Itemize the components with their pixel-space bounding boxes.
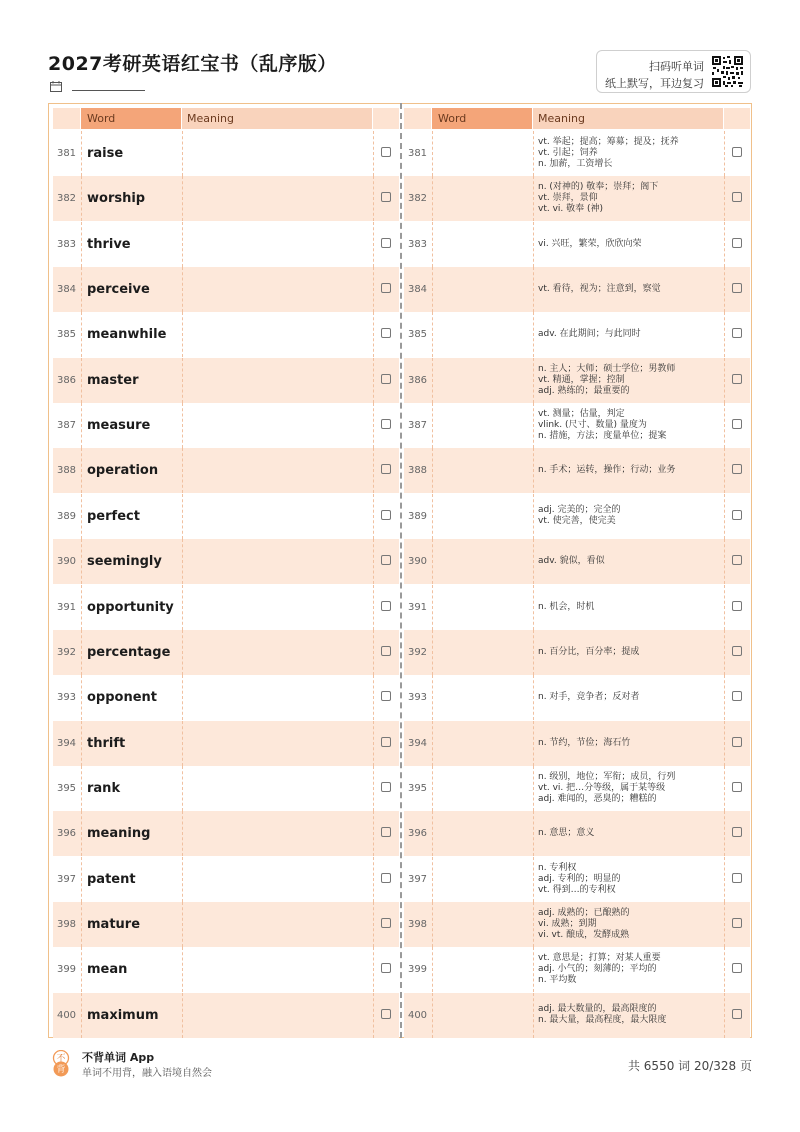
header-word: Word [432,108,532,129]
table-row [404,176,750,221]
word-text: mature [87,916,141,932]
meaning-blank[interactable] [187,176,375,221]
row-number: 391 [407,601,428,613]
word-text: patent [87,871,136,887]
fold-divider [400,103,402,1038]
table-row [404,721,750,766]
review-checkbox[interactable] [381,1009,391,1019]
meaning-text: n. 节约，节俭；海石竹 [538,737,631,748]
row-number: 389 [407,510,428,522]
row-number: 395 [407,782,428,794]
meaning-text: adj. 最大数量的，最高限度的 n. 最大量，最高程度，最大限度 [538,1004,667,1026]
row-number: 390 [56,556,77,568]
word-text: measure [87,418,151,434]
meaning-blank[interactable] [187,811,375,856]
table-row [53,630,399,675]
review-checkbox[interactable] [732,646,742,656]
calendar-icon [50,81,62,92]
table-row [404,539,750,584]
row-number: 386 [407,374,428,386]
word-text: opponent [87,690,158,706]
word-text: perceive [87,282,150,298]
meaning-text: n. 机会，时机 [538,601,595,612]
meaning-blank[interactable] [187,902,375,947]
review-checkbox[interactable] [381,555,391,565]
table-row [53,993,399,1038]
row-number: 395 [56,782,77,794]
meaning-blank[interactable] [187,358,375,403]
table-row [53,947,399,992]
row-number: 393 [407,692,428,704]
meaning-text: n. 手术；运转，操作；行动；业务 [538,465,676,476]
review-checkbox[interactable] [732,1009,742,1019]
review-checkbox[interactable] [381,827,391,837]
row-number: 392 [56,646,77,658]
table-row [53,358,399,403]
table-row [404,312,750,357]
row-number: 400 [56,1009,77,1021]
table-row [53,721,399,766]
row-number: 383 [56,238,77,250]
meaning-text: vi. 兴旺，繁荣，欣欣向荣 [538,238,642,249]
meaning-blank[interactable] [187,675,375,720]
review-checkbox[interactable] [381,374,391,384]
table-row [404,358,750,403]
review-checkbox[interactable] [381,510,391,520]
meaning-text: vt. 举起；提高；筹募；提及；抚养 vt. 引起；饲养 n. 加薪，工资增长 [538,137,679,169]
review-checkbox[interactable] [732,419,742,429]
meaning-blank[interactable] [187,947,375,992]
word-text: raise [87,146,124,161]
meaning-text: n. 级别，地位；军衔；成员，行列 vt. vi. 把…分等级，属于某等级 adj. 难闻的，恶臭的；糟糕的 [538,771,676,804]
review-checkbox[interactable] [732,827,742,837]
review-checkbox[interactable] [381,873,391,883]
meaning-text: n. 百分比，百分率；提成 [538,646,640,657]
row-number: 394 [56,737,77,749]
table-row [53,857,399,902]
review-checkbox[interactable] [381,419,391,429]
page-title: 2027考研英语红宝书（乱序版） [48,53,337,75]
meaning-text: n. 意思；意义 [538,828,595,839]
review-checkbox[interactable] [732,147,742,157]
svg-text:背: 背 [56,1065,66,1075]
table-row [53,222,399,267]
svg-text:不: 不 [56,1054,66,1064]
table-row [404,902,750,947]
row-number: 399 [56,964,77,976]
table-row [53,494,399,539]
meaning-blank[interactable] [187,267,375,312]
brand-tagline: 单词不用背，融入语境自然会 [82,1068,212,1079]
row-number: 382 [56,193,77,205]
review-checkbox[interactable] [381,646,391,656]
table-row [53,585,399,630]
row-number: 386 [56,374,77,386]
table-row [404,585,750,630]
word-text: thrift [87,735,126,751]
table-row [404,448,750,493]
review-checkbox[interactable] [381,464,391,474]
row-number: 388 [56,465,77,477]
meaning-text: n. (对神的) 敬奉；崇拜；阁下 vt. 崇拜，景仰 vt. vi. 敬奉 (神) [538,182,659,215]
row-number: 391 [56,601,77,613]
word-text: meanwhile [87,327,167,343]
row-number: 387 [407,420,428,432]
row-number: 384 [407,284,428,296]
row-number: 393 [56,692,77,704]
brand-name: 不背单词 App [82,1051,155,1064]
qr-subcaption: 纸上默写，耳边复习 [605,77,704,90]
row-number: 384 [56,284,77,296]
review-checkbox[interactable] [732,963,742,973]
row-number: 398 [56,918,77,930]
review-checkbox[interactable] [381,918,391,928]
review-checkbox[interactable] [732,555,742,565]
table-row [404,403,750,448]
qr-panel [596,50,751,93]
meaning-text: adj. 完美的；完全的 vt. 使完善，使完美 [538,505,621,527]
row-number: 389 [56,510,77,522]
review-checkbox[interactable] [732,238,742,248]
table-row [53,766,399,811]
table-row [53,176,399,221]
meaning-blank[interactable] [187,857,375,902]
meaning-text: vt. 看待，视为；注意到，察觉 [538,284,661,295]
table-row [404,630,750,675]
qr-caption: 扫码听单词 [649,60,704,73]
word-text: mean [87,962,128,978]
meaning-blank[interactable] [187,585,375,630]
word-text: seemingly [87,554,162,570]
page-info: 共 6550 词 20/328 页 [627,1059,752,1073]
table-row [404,811,750,856]
row-number: 382 [407,193,428,205]
word-text: master [87,372,139,388]
table-row [53,312,399,357]
meaning-blank[interactable] [187,222,375,267]
meaning-text: vt. 测量；估量，判定 vlink. (尺寸、数量) 量度为 n. 措施，方法；度量单位；提案 [538,409,667,442]
table-row [404,494,750,539]
table-row [404,675,750,720]
row-number: 396 [56,828,77,840]
table-row [53,448,399,493]
row-number: 397 [56,873,77,885]
word-text: opportunity [87,599,174,615]
table-row [53,811,399,856]
qr-code-icon[interactable] [711,55,744,88]
meaning-text: adv. 貌似，看似 [538,556,605,567]
review-checkbox[interactable] [381,238,391,248]
review-checkbox[interactable] [732,873,742,883]
row-number: 396 [407,828,428,840]
review-checkbox[interactable] [381,782,391,792]
review-checkbox[interactable] [732,601,742,611]
review-checkbox[interactable] [732,510,742,520]
review-checkbox[interactable] [732,192,742,202]
meaning-blank[interactable] [187,539,375,584]
table-row [404,947,750,992]
review-checkbox[interactable] [381,601,391,611]
row-number: 385 [407,329,428,341]
meaning-text: n. 专利权 adj. 专利的；明显的 vt. 得到…的专利权 [538,862,621,895]
review-checkbox[interactable] [732,464,742,474]
row-number: 400 [407,1009,428,1021]
table-row [53,902,399,947]
review-checkbox[interactable] [381,283,391,293]
word-text: percentage [87,644,171,660]
row-number: 381 [407,148,428,159]
meaning-blank[interactable] [187,766,375,811]
review-checkbox[interactable] [732,283,742,293]
word-text: worship [87,191,146,207]
table-row [404,267,750,312]
review-checkbox[interactable] [381,963,391,973]
row-number: 383 [407,238,428,250]
table-row [53,267,399,312]
review-checkbox[interactable] [732,918,742,928]
row-number: 387 [56,420,77,432]
row-number: 381 [56,148,77,159]
word-text: maximum [87,1007,159,1023]
header-meaning: Meaning [182,108,372,129]
word-text: rank [87,780,121,796]
meaning-blank[interactable] [187,494,375,539]
row-number: 385 [56,329,77,341]
review-checkbox[interactable] [381,328,391,338]
meaning-blank[interactable] [187,721,375,766]
table-row [404,993,750,1038]
row-number: 397 [407,873,428,885]
meaning-blank[interactable] [187,448,375,493]
app-logo-icon [50,1050,72,1077]
meaning-text: adj. 成熟的；已酿熟的 vi. 成熟；到期 vi. vt. 酿成，发酵成熟 [538,907,630,940]
row-number: 399 [407,964,428,976]
table-row [404,766,750,811]
review-checkbox[interactable] [381,737,391,747]
row-number: 398 [407,918,428,930]
table-row [404,222,750,267]
meaning-blank[interactable] [187,630,375,675]
review-checkbox[interactable] [381,192,391,202]
review-checkbox[interactable] [732,691,742,701]
meaning-text: n. 主人；大师；硕士学位；男教师 vt. 精通，掌握；控制 adj. 熟练的；最重要的 [538,363,676,396]
meaning-blank[interactable] [187,312,375,357]
date-field[interactable] [72,90,145,91]
word-text: thrive [87,236,131,252]
row-number: 392 [407,646,428,658]
row-number: 390 [407,556,428,568]
meaning-blank[interactable] [187,403,375,448]
row-number: 388 [407,465,428,477]
table-row [53,131,399,176]
word-text: perfect [87,508,140,524]
meaning-text: vt. 意思是；打算；对某人重要 adj. 小气的；刻薄的；平均的 n. 平均数 [538,953,661,986]
meaning-blank[interactable] [187,131,375,176]
review-checkbox[interactable] [381,147,391,157]
table-row [53,539,399,584]
meaning-text: n. 对手，竞争者；反对者 [538,692,640,703]
word-text: meaning [87,826,151,842]
word-text: operation [87,463,159,479]
review-checkbox[interactable] [732,374,742,384]
review-checkbox[interactable] [732,782,742,792]
table-row [404,857,750,902]
meaning-blank[interactable] [187,993,375,1038]
table-row [404,131,750,176]
review-checkbox[interactable] [732,737,742,747]
row-number: 394 [407,737,428,749]
table-row [53,675,399,720]
review-checkbox[interactable] [381,691,391,701]
header-word: Word [81,108,181,129]
table-row [53,403,399,448]
header-meaning: Meaning [533,108,723,129]
review-checkbox[interactable] [732,328,742,338]
meaning-text: adv. 在此期间；与此同时 [538,329,641,340]
